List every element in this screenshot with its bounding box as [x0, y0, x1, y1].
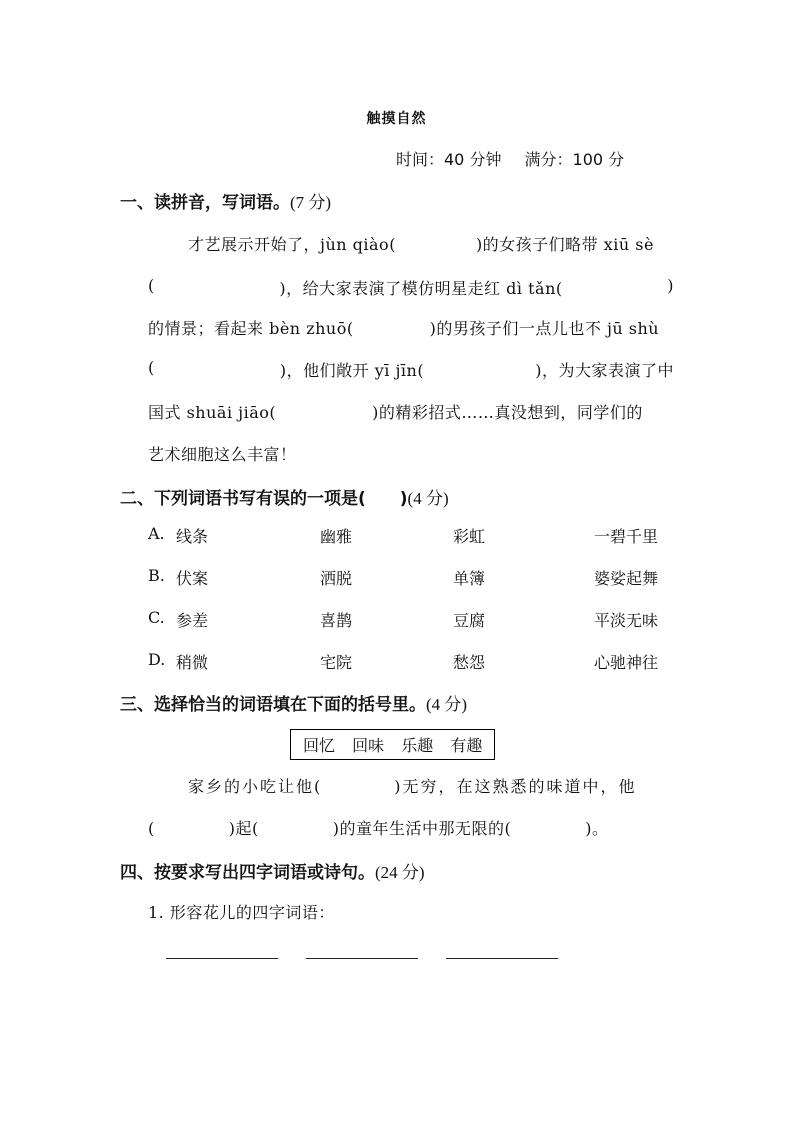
answer-blank[interactable]	[166, 958, 278, 959]
option-label: B.	[148, 566, 165, 585]
option-word: 豆腐	[453, 611, 486, 630]
answer-blank[interactable]	[306, 958, 418, 959]
s4-question-1: 1. 形容花儿的四字词语：	[148, 903, 335, 922]
option-word: 洒脱	[320, 569, 353, 588]
answer-blank[interactable]	[446, 958, 558, 959]
full-score: 满分：100 分	[524, 150, 625, 169]
section-4-points: (24 分)	[375, 863, 425, 882]
option-word: 愁怨	[453, 653, 486, 672]
s1-line-6: 艺术细胞这么丰富！	[148, 445, 297, 464]
s1-line-2: ( )，给大家表演了模仿明星走红 dì tǎn( )	[148, 276, 674, 298]
s3-line-2: ( )起( )的童年生活中那无限的( )。	[148, 819, 609, 838]
option-word: 线条	[176, 527, 209, 546]
s1-line-5: 国式 shuāi jiāo( )的精彩招式……真没想到，同学们的	[148, 403, 643, 422]
word-choice-box	[290, 729, 495, 760]
option-label: D.	[148, 650, 166, 669]
option-word: 单簿	[453, 569, 486, 588]
time-score-bar	[396, 147, 642, 170]
s1-line-3: 的情景；看起来 bèn zhuō( )的男孩子们一点儿也不 jū shù	[148, 319, 660, 338]
section-1-title: 一、读拼音，写词语。	[120, 193, 290, 213]
option-word: 参差	[176, 611, 209, 630]
s3-line-1: 家乡的小吃让他( )无穷，在这熟悉的味道中，他	[188, 777, 637, 796]
section-2-points: (4 分)	[407, 489, 449, 508]
option-word: 彩虹	[453, 527, 486, 546]
section-3-title: 三、选择恰当的词语填在下面的括号里。	[120, 695, 426, 715]
word-choice: 回味	[352, 736, 385, 755]
section-2-heading	[120, 484, 449, 509]
option-word: 婆娑起舞	[594, 569, 659, 588]
option-label: C.	[148, 608, 165, 627]
section-2-title: 二、下列词语书写有误的一项是( )	[120, 489, 408, 509]
section-3-points: (4 分)	[426, 695, 468, 714]
option-word: 一碧千里	[594, 527, 659, 546]
s1-line-1: 才艺展示开始了，jùn qiào( )的女孩子们略带 xiū sè	[188, 235, 654, 254]
option-word: 宅院	[320, 653, 353, 672]
word-choice: 回忆	[303, 736, 336, 755]
option-word: 喜鹊	[320, 611, 353, 630]
word-choice: 乐趣	[401, 736, 434, 755]
section-4-heading	[120, 858, 425, 883]
option-word: 心驰神往	[594, 653, 659, 672]
option-word: 平淡无味	[594, 611, 659, 630]
section-1-points: (7 分)	[290, 193, 332, 212]
option-word: 稍微	[176, 653, 209, 672]
section-1-heading	[120, 188, 331, 213]
time-limit: 时间：40 分钟	[396, 150, 502, 169]
option-word: 伏案	[176, 569, 209, 588]
page-title: 触摸自然	[366, 111, 427, 127]
option-label: A.	[148, 524, 165, 543]
section-4-title: 四、按要求写出四字词语或诗句。	[120, 863, 375, 883]
option-word: 幽雅	[320, 527, 353, 546]
section-3-heading	[120, 690, 467, 715]
s1-line-4: ( )，他们敞开 yī jīn( )，为大家表演了中	[148, 358, 674, 380]
word-choice: 有趣	[450, 736, 483, 755]
